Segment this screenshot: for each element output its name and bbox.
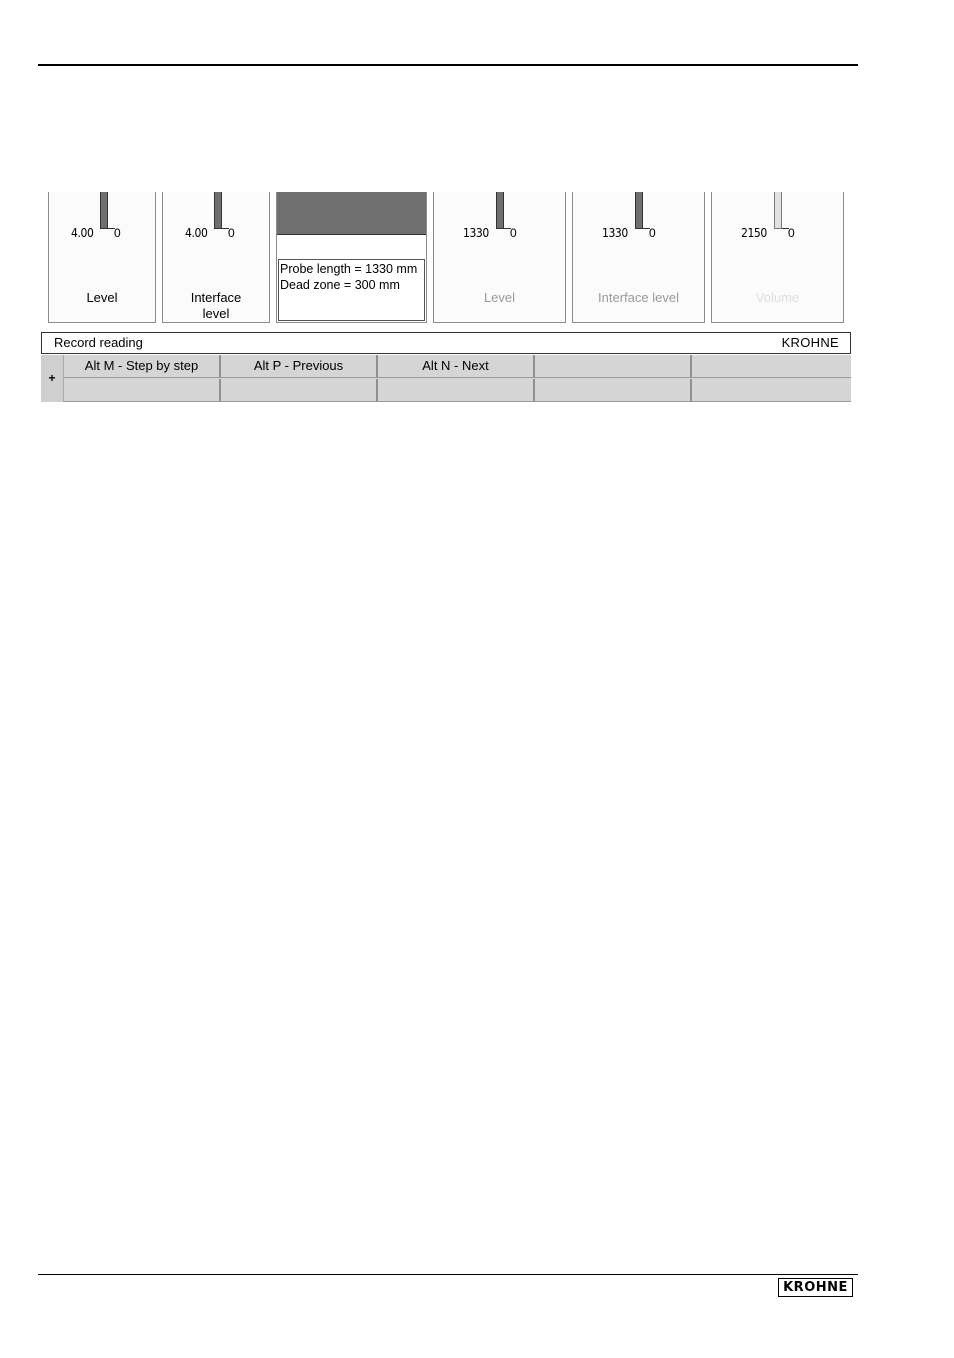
panel-title: Level xyxy=(483,290,516,305)
scale-min: 0 xyxy=(114,226,121,240)
fkey-step-by-step[interactable]: Alt M - Step by step xyxy=(64,355,221,378)
fkey-empty[interactable] xyxy=(221,379,378,402)
panel-title: Interface level xyxy=(598,290,679,305)
probe-length: Probe length = 1330 mm xyxy=(280,262,418,276)
expand-keys-button[interactable]: + xyxy=(41,355,64,402)
fkey-previous[interactable]: Alt P - Previous xyxy=(221,355,378,378)
panel-volume xyxy=(711,192,844,323)
interface-level-bar xyxy=(214,192,222,229)
scale-max: 4.00 xyxy=(185,226,208,240)
fkey-empty[interactable] xyxy=(64,379,221,402)
panel-title: Level xyxy=(86,290,118,305)
probe-info-box xyxy=(278,259,425,321)
krohne-logo: KROHNE xyxy=(778,1278,853,1297)
interface-level-bar xyxy=(635,192,643,229)
scale-min: 0 xyxy=(510,226,517,240)
fkey-empty[interactable] xyxy=(692,379,851,402)
panel-title: Volume xyxy=(755,290,800,305)
fkey-empty[interactable] xyxy=(535,355,692,378)
header-rule xyxy=(38,64,858,66)
scale-min: 0 xyxy=(649,226,656,240)
scale-max: 1330 xyxy=(602,226,628,240)
panel-title: Interface level xyxy=(190,290,242,321)
fkey-empty[interactable] xyxy=(378,379,535,402)
panel-interface-level-mm xyxy=(572,192,705,323)
dead-zone: Dead zone = 300 mm xyxy=(280,278,400,292)
scale-max: 4.00 xyxy=(71,226,94,240)
footer-rule xyxy=(38,1274,858,1275)
scale-max: 2150 xyxy=(741,226,767,240)
scale-max: 1330 xyxy=(463,226,489,240)
level-bar xyxy=(100,192,108,229)
scale-min: 0 xyxy=(228,226,235,240)
tank-fill xyxy=(277,192,426,235)
fkey-next[interactable]: Alt N - Next xyxy=(378,355,535,378)
level-bar xyxy=(496,192,504,229)
panel-level-ma xyxy=(48,192,156,323)
panel-level-mm xyxy=(433,192,566,323)
status-mode: Record reading xyxy=(54,335,143,350)
fkey-empty[interactable] xyxy=(692,355,851,378)
scale-min: 0 xyxy=(788,226,795,240)
fkey-empty[interactable] xyxy=(535,379,692,402)
volume-bar xyxy=(774,192,782,229)
status-bar xyxy=(41,332,851,354)
tank-probe-panel xyxy=(276,192,427,323)
function-key-bar xyxy=(41,355,851,402)
panel-interface-level-ma xyxy=(162,192,270,323)
status-brand: KROHNE xyxy=(781,335,839,350)
